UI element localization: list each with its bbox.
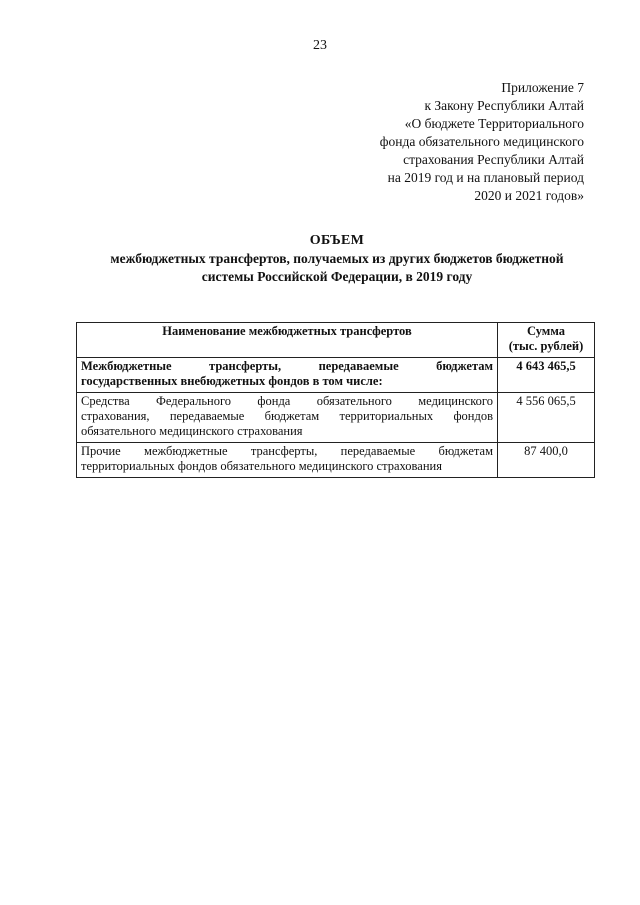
appendix-line: к Закону Республики Алтай	[424, 98, 584, 113]
row-name	[77, 393, 498, 443]
appendix-line: Приложение 7	[501, 80, 584, 95]
header-sum-line: Сумма	[527, 324, 565, 338]
row-name-line: территориальных фондов обязательного медицинского страхования	[81, 459, 442, 473]
header-sum	[498, 323, 595, 358]
row-sum: 4 643 465,5	[498, 358, 595, 393]
appendix-note	[324, 79, 584, 205]
document-title	[60, 232, 614, 286]
title-main: ОБЪЕМ	[309, 233, 365, 248]
appendix-line: «О бюджете Территориального	[404, 116, 584, 131]
row-sum: 87 400,0	[498, 443, 595, 478]
table-row	[77, 393, 595, 443]
row-name-line: Прочие межбюджетные трансферты, передаваемые бюджетам	[81, 444, 493, 458]
title-line: системы Российской Федерации, в 2019 году	[201, 269, 473, 284]
page-number: 23	[313, 38, 327, 53]
row-name-line: Средства Федерального фонда обязательного медицинского	[81, 394, 493, 408]
appendix-line: 2020 и 2021 годов»	[474, 188, 584, 203]
header-name: Наименование межбюджетных трансфертов	[77, 323, 498, 358]
header-sum-line: (тыс. рублей)	[508, 339, 584, 353]
row-name	[77, 358, 498, 393]
table-row	[77, 443, 595, 478]
appendix-line: фонда обязательного медицинского	[379, 134, 584, 149]
transfers-table	[76, 322, 595, 478]
appendix-line: на 2019 год и на плановый период	[387, 170, 584, 185]
row-name	[77, 443, 498, 478]
table-header-row	[77, 323, 595, 358]
row-sum: 4 556 065,5	[498, 393, 595, 443]
row-name-line: обязательного медицинского страхования	[81, 424, 303, 438]
appendix-line: страхования Республики Алтай	[403, 152, 584, 167]
row-name-line: Межбюджетные трансферты, передаваемые бюджетам	[81, 359, 493, 373]
table-row	[77, 358, 595, 393]
title-line: межбюджетных трансфертов, получаемых из других бюджетов бюджетной	[110, 251, 564, 266]
row-name-line: государственных внебюджетных фондов в том числе:	[81, 374, 383, 388]
row-name-line: страхования, передаваемые бюджетам территориальных фондов	[81, 409, 493, 423]
